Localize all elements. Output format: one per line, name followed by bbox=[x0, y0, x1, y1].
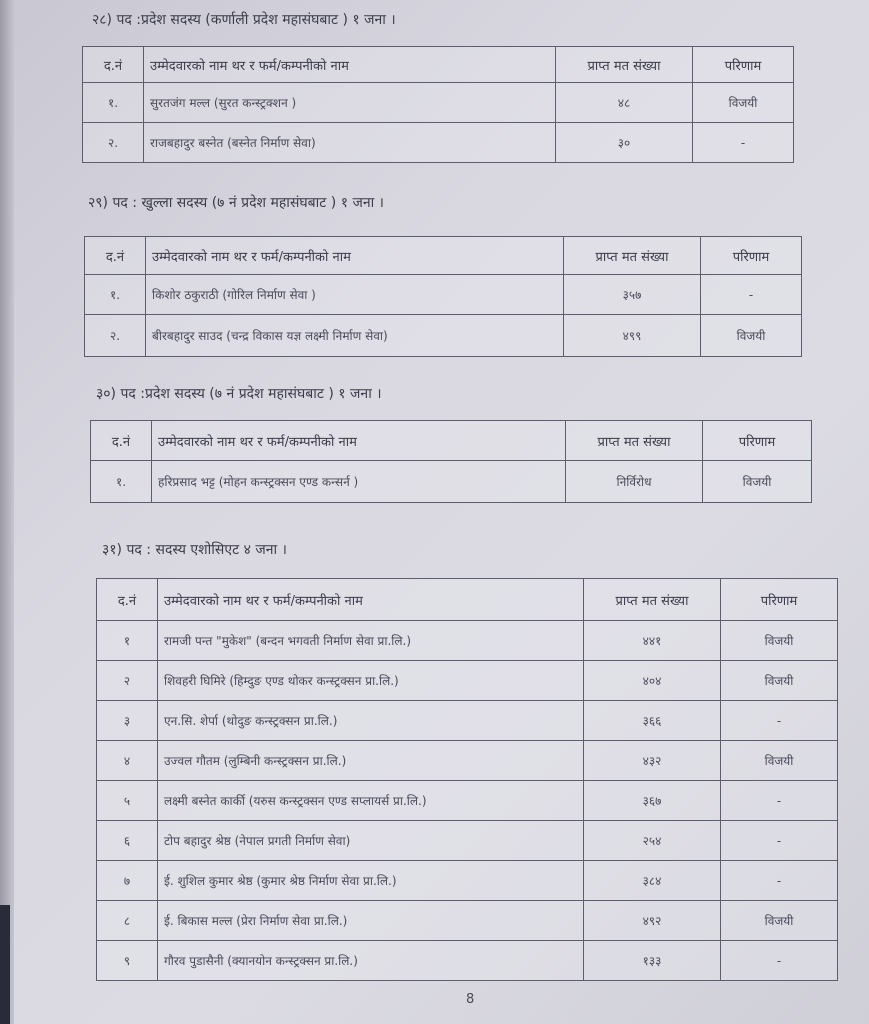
table-row bbox=[97, 941, 838, 981]
table-row bbox=[97, 821, 838, 861]
row-votes: निर्विरोध bbox=[566, 461, 703, 503]
table-row bbox=[97, 621, 838, 661]
row-result: - bbox=[721, 941, 838, 981]
row-result: - bbox=[693, 123, 794, 163]
row-votes: ३५७ bbox=[564, 275, 701, 315]
row-sn: ८ bbox=[97, 901, 158, 941]
row-name: एन.सि. शेर्पा (थोदुङ कन्स्ट्रक्सन प्रा.लि.) bbox=[158, 701, 584, 741]
col-header-sn: द.नं bbox=[91, 421, 152, 461]
col-header-votes: प्राप्त मत संख्या bbox=[556, 47, 693, 83]
row-sn: १. bbox=[83, 83, 144, 123]
table-row bbox=[83, 123, 794, 163]
section-heading: ३०) पद :प्रदेश सदस्य (७ नं प्रदेश महासंघबाट ) १ जना । bbox=[96, 386, 382, 402]
row-sn: ६ bbox=[97, 821, 158, 861]
row-votes: ४९२ bbox=[584, 901, 721, 941]
table-row bbox=[97, 701, 838, 741]
row-sn: ३ bbox=[97, 701, 158, 741]
page-number: 8 bbox=[466, 992, 475, 1007]
row-result: विजयी bbox=[703, 461, 812, 503]
row-sn: २. bbox=[83, 123, 144, 163]
col-header-votes: प्राप्त मत संख्या bbox=[566, 421, 703, 461]
results-table bbox=[84, 236, 802, 357]
table-row bbox=[97, 781, 838, 821]
row-result: विजयी bbox=[721, 741, 838, 781]
row-sn: १ bbox=[97, 621, 158, 661]
row-name: राजबहादुर बस्नेत (बस्नेत निर्माण सेवा) bbox=[144, 123, 556, 163]
row-votes: ३० bbox=[556, 123, 693, 163]
row-votes: ३८४ bbox=[584, 861, 721, 901]
table-row bbox=[83, 83, 794, 123]
row-sn: ४ bbox=[97, 741, 158, 781]
row-name: सुरतजंग मल्ल (सुरत कन्स्ट्रक्शन ) bbox=[144, 83, 556, 123]
row-name: किशोर ठकुराठी (गोरिल निर्माण सेवा ) bbox=[146, 275, 564, 315]
row-name: ई. बिकास मल्ल (प्रेरा निर्माण सेवा प्रा.लि.) bbox=[158, 901, 584, 941]
row-sn: ९ bbox=[97, 941, 158, 981]
row-votes: २५४ bbox=[584, 821, 721, 861]
row-sn: ५ bbox=[97, 781, 158, 821]
col-header-votes: प्राप्त मत संख्या bbox=[584, 579, 721, 621]
table-header-row bbox=[83, 47, 794, 83]
row-sn: २. bbox=[85, 315, 146, 357]
row-votes: ४३२ bbox=[584, 741, 721, 781]
row-name: गौरव पुडासैनी (क्यानयोन कन्स्ट्रक्सन प्रा.लि.) bbox=[158, 941, 584, 981]
row-result: - bbox=[701, 275, 802, 315]
row-sn: २ bbox=[97, 661, 158, 701]
table-row bbox=[97, 661, 838, 701]
row-name: उज्वल गौतम (लुम्बिनी कन्स्ट्रक्सन प्रा.लि.) bbox=[158, 741, 584, 781]
row-name: रामजी पन्त "मुकेश" (बन्दन भगवती निर्माण सेवा प्रा.लि.) bbox=[158, 621, 584, 661]
row-result: विजयी bbox=[693, 83, 794, 123]
table-row bbox=[85, 315, 802, 357]
row-result: - bbox=[721, 821, 838, 861]
table-header-row bbox=[97, 579, 838, 621]
row-result: विजयी bbox=[721, 621, 838, 661]
col-header-votes: प्राप्त मत संख्या bbox=[564, 237, 701, 275]
results-table bbox=[82, 46, 794, 163]
col-header-sn: द.नं bbox=[97, 579, 158, 621]
row-sn: १. bbox=[91, 461, 152, 503]
table-header-row bbox=[85, 237, 802, 275]
row-sn: ७ bbox=[97, 861, 158, 901]
row-result: विजयी bbox=[721, 661, 838, 701]
col-header-result: परिणाम bbox=[701, 237, 802, 275]
row-name: बीरबहादुर साउद (चन्द्र विकास यज्ञ लक्ष्मी निर्माण सेवा) bbox=[146, 315, 564, 357]
section-heading: २८) पद :प्रदेश सदस्य (कर्णाली प्रदेश महासंघबाट ) १ जना । bbox=[92, 12, 396, 28]
row-votes: ३६६ bbox=[584, 701, 721, 741]
row-votes: १३३ bbox=[584, 941, 721, 981]
col-header-name: उम्मेदवारको नाम थर र फर्म/कम्पनीको नाम bbox=[152, 421, 566, 461]
table-header-row bbox=[91, 421, 812, 461]
row-result: - bbox=[721, 861, 838, 901]
section-heading: २९) पद : खुल्ला सदस्य (७ नं प्रदेश महासंघबाट ) १ जना । bbox=[88, 195, 384, 211]
page-shadow bbox=[0, 0, 14, 1024]
row-votes: ४९९ bbox=[564, 315, 701, 357]
col-header-name: उम्मेदवारको नाम थर र फर्म/कम्पनीको नाम bbox=[158, 579, 584, 621]
row-name: शिवहरी घिमिरे (हिम्दुङ एण्ड थोकर कन्स्ट्रक्सन प्रा.लि.) bbox=[158, 661, 584, 701]
row-name: लक्ष्मी बस्नेत कार्की (यरुस कन्स्ट्रक्सन एण्ड सप्लायर्स प्रा.लि.) bbox=[158, 781, 584, 821]
row-result: - bbox=[721, 701, 838, 741]
row-votes: ४०४ bbox=[584, 661, 721, 701]
table-row bbox=[97, 741, 838, 781]
results-table bbox=[96, 578, 838, 981]
section-heading: ३१) पद : सदस्य एशोसिएट ४ जना । bbox=[102, 542, 287, 558]
background-corner bbox=[0, 905, 10, 1024]
results-table bbox=[90, 420, 812, 503]
col-header-name: उम्मेदवारको नाम थर र फर्म/कम्पनीको नाम bbox=[144, 47, 556, 83]
table-row bbox=[85, 275, 802, 315]
table-row bbox=[91, 461, 812, 503]
col-header-sn: द.नं bbox=[83, 47, 144, 83]
row-result: विजयी bbox=[721, 901, 838, 941]
col-header-result: परिणाम bbox=[693, 47, 794, 83]
col-header-name: उम्मेदवारको नाम थर र फर्म/कम्पनीको नाम bbox=[146, 237, 564, 275]
row-sn: १. bbox=[85, 275, 146, 315]
row-result: विजयी bbox=[701, 315, 802, 357]
row-name: टोप बहादुर श्रेष्ठ (नेपाल प्रगती निर्माण सेवा) bbox=[158, 821, 584, 861]
row-name: ई. शुशिल कुमार श्रेष्ठ (कुमार श्रेष्ठ निर्माण सेवा प्रा.लि.) bbox=[158, 861, 584, 901]
table-row bbox=[97, 861, 838, 901]
row-name: हरिप्रसाद भट्ट (मोहन कन्स्ट्रक्सन एण्ड कन्सर्न ) bbox=[152, 461, 566, 503]
row-votes: ४४१ bbox=[584, 621, 721, 661]
table-row bbox=[97, 901, 838, 941]
col-header-result: परिणाम bbox=[721, 579, 838, 621]
row-votes: ३६७ bbox=[584, 781, 721, 821]
row-votes: ४८ bbox=[556, 83, 693, 123]
col-header-sn: द.नं bbox=[85, 237, 146, 275]
row-result: - bbox=[721, 781, 838, 821]
col-header-result: परिणाम bbox=[703, 421, 812, 461]
